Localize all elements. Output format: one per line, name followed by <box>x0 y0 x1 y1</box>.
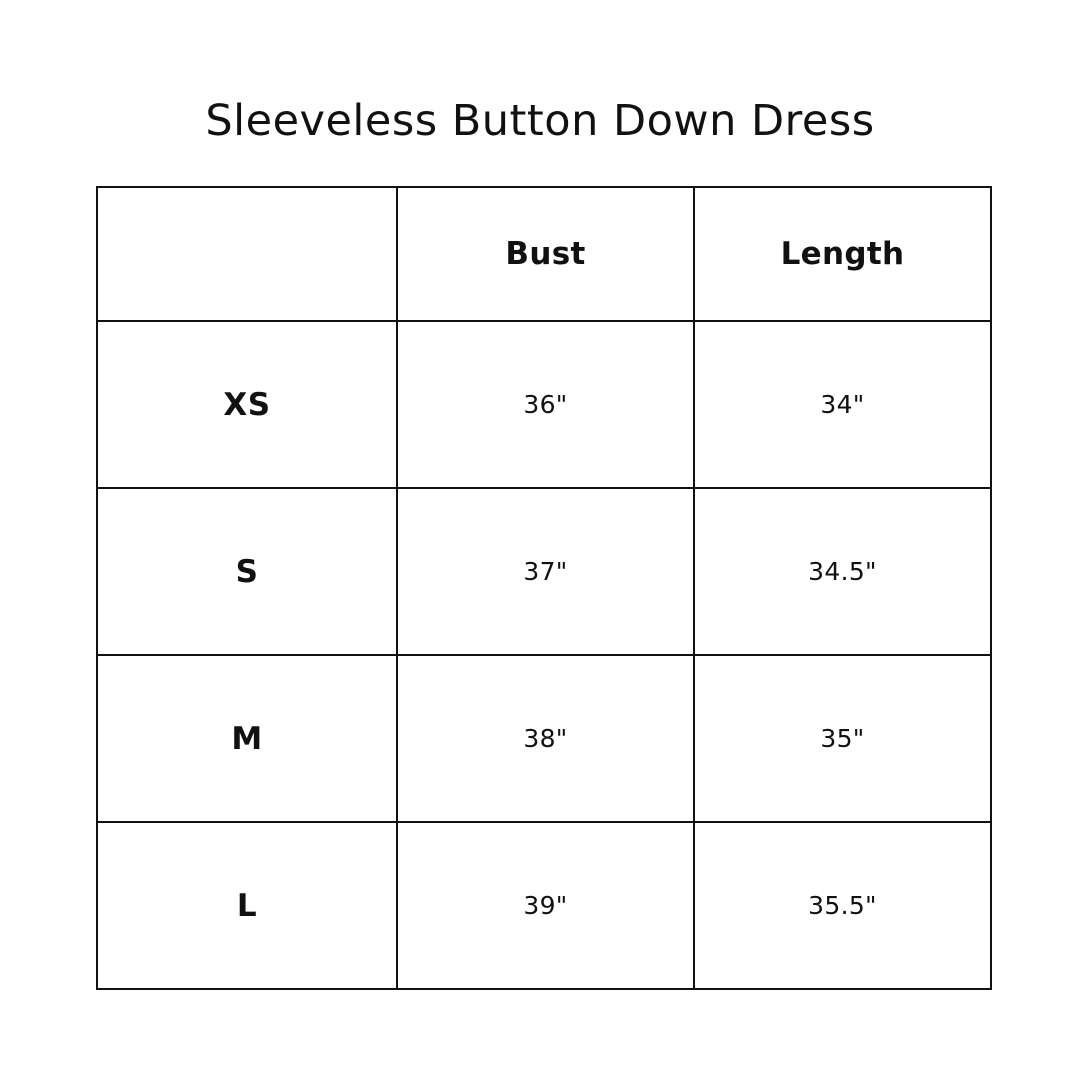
cell-size <box>97 822 397 989</box>
size-chart-table <box>96 186 992 990</box>
cell-length <box>694 822 991 989</box>
length-value: 34.5" <box>808 557 877 586</box>
cell-bust <box>397 822 694 989</box>
cell-bust <box>397 321 694 488</box>
bust-value: 38" <box>523 724 568 753</box>
header-label-bust: Bust <box>505 236 586 272</box>
table-row <box>97 822 991 989</box>
cell-bust <box>397 655 694 822</box>
bust-value: 39" <box>523 891 568 920</box>
cell-length <box>694 655 991 822</box>
cell-size <box>97 321 397 488</box>
page-title: Sleeveless Button Down Dress <box>205 96 875 146</box>
length-value: 35.5" <box>808 891 877 920</box>
cell-length <box>694 488 991 655</box>
size-label: S <box>235 553 259 590</box>
length-value: 35" <box>820 724 865 753</box>
cell-size <box>97 655 397 822</box>
table-row <box>97 321 991 488</box>
cell-length <box>694 321 991 488</box>
table-row <box>97 488 991 655</box>
length-value: 34" <box>820 390 865 419</box>
header-cell-size <box>97 187 397 321</box>
table-header-row <box>97 187 991 321</box>
cell-bust <box>397 488 694 655</box>
bust-value: 36" <box>523 390 568 419</box>
header-label-length: Length <box>780 236 905 272</box>
table-row <box>97 655 991 822</box>
header-cell-length <box>694 187 991 321</box>
size-label: M <box>231 720 263 757</box>
cell-size <box>97 488 397 655</box>
header-cell-bust <box>397 187 694 321</box>
size-label: XS <box>223 386 271 423</box>
bust-value: 37" <box>523 557 568 586</box>
size-label: L <box>236 887 258 924</box>
